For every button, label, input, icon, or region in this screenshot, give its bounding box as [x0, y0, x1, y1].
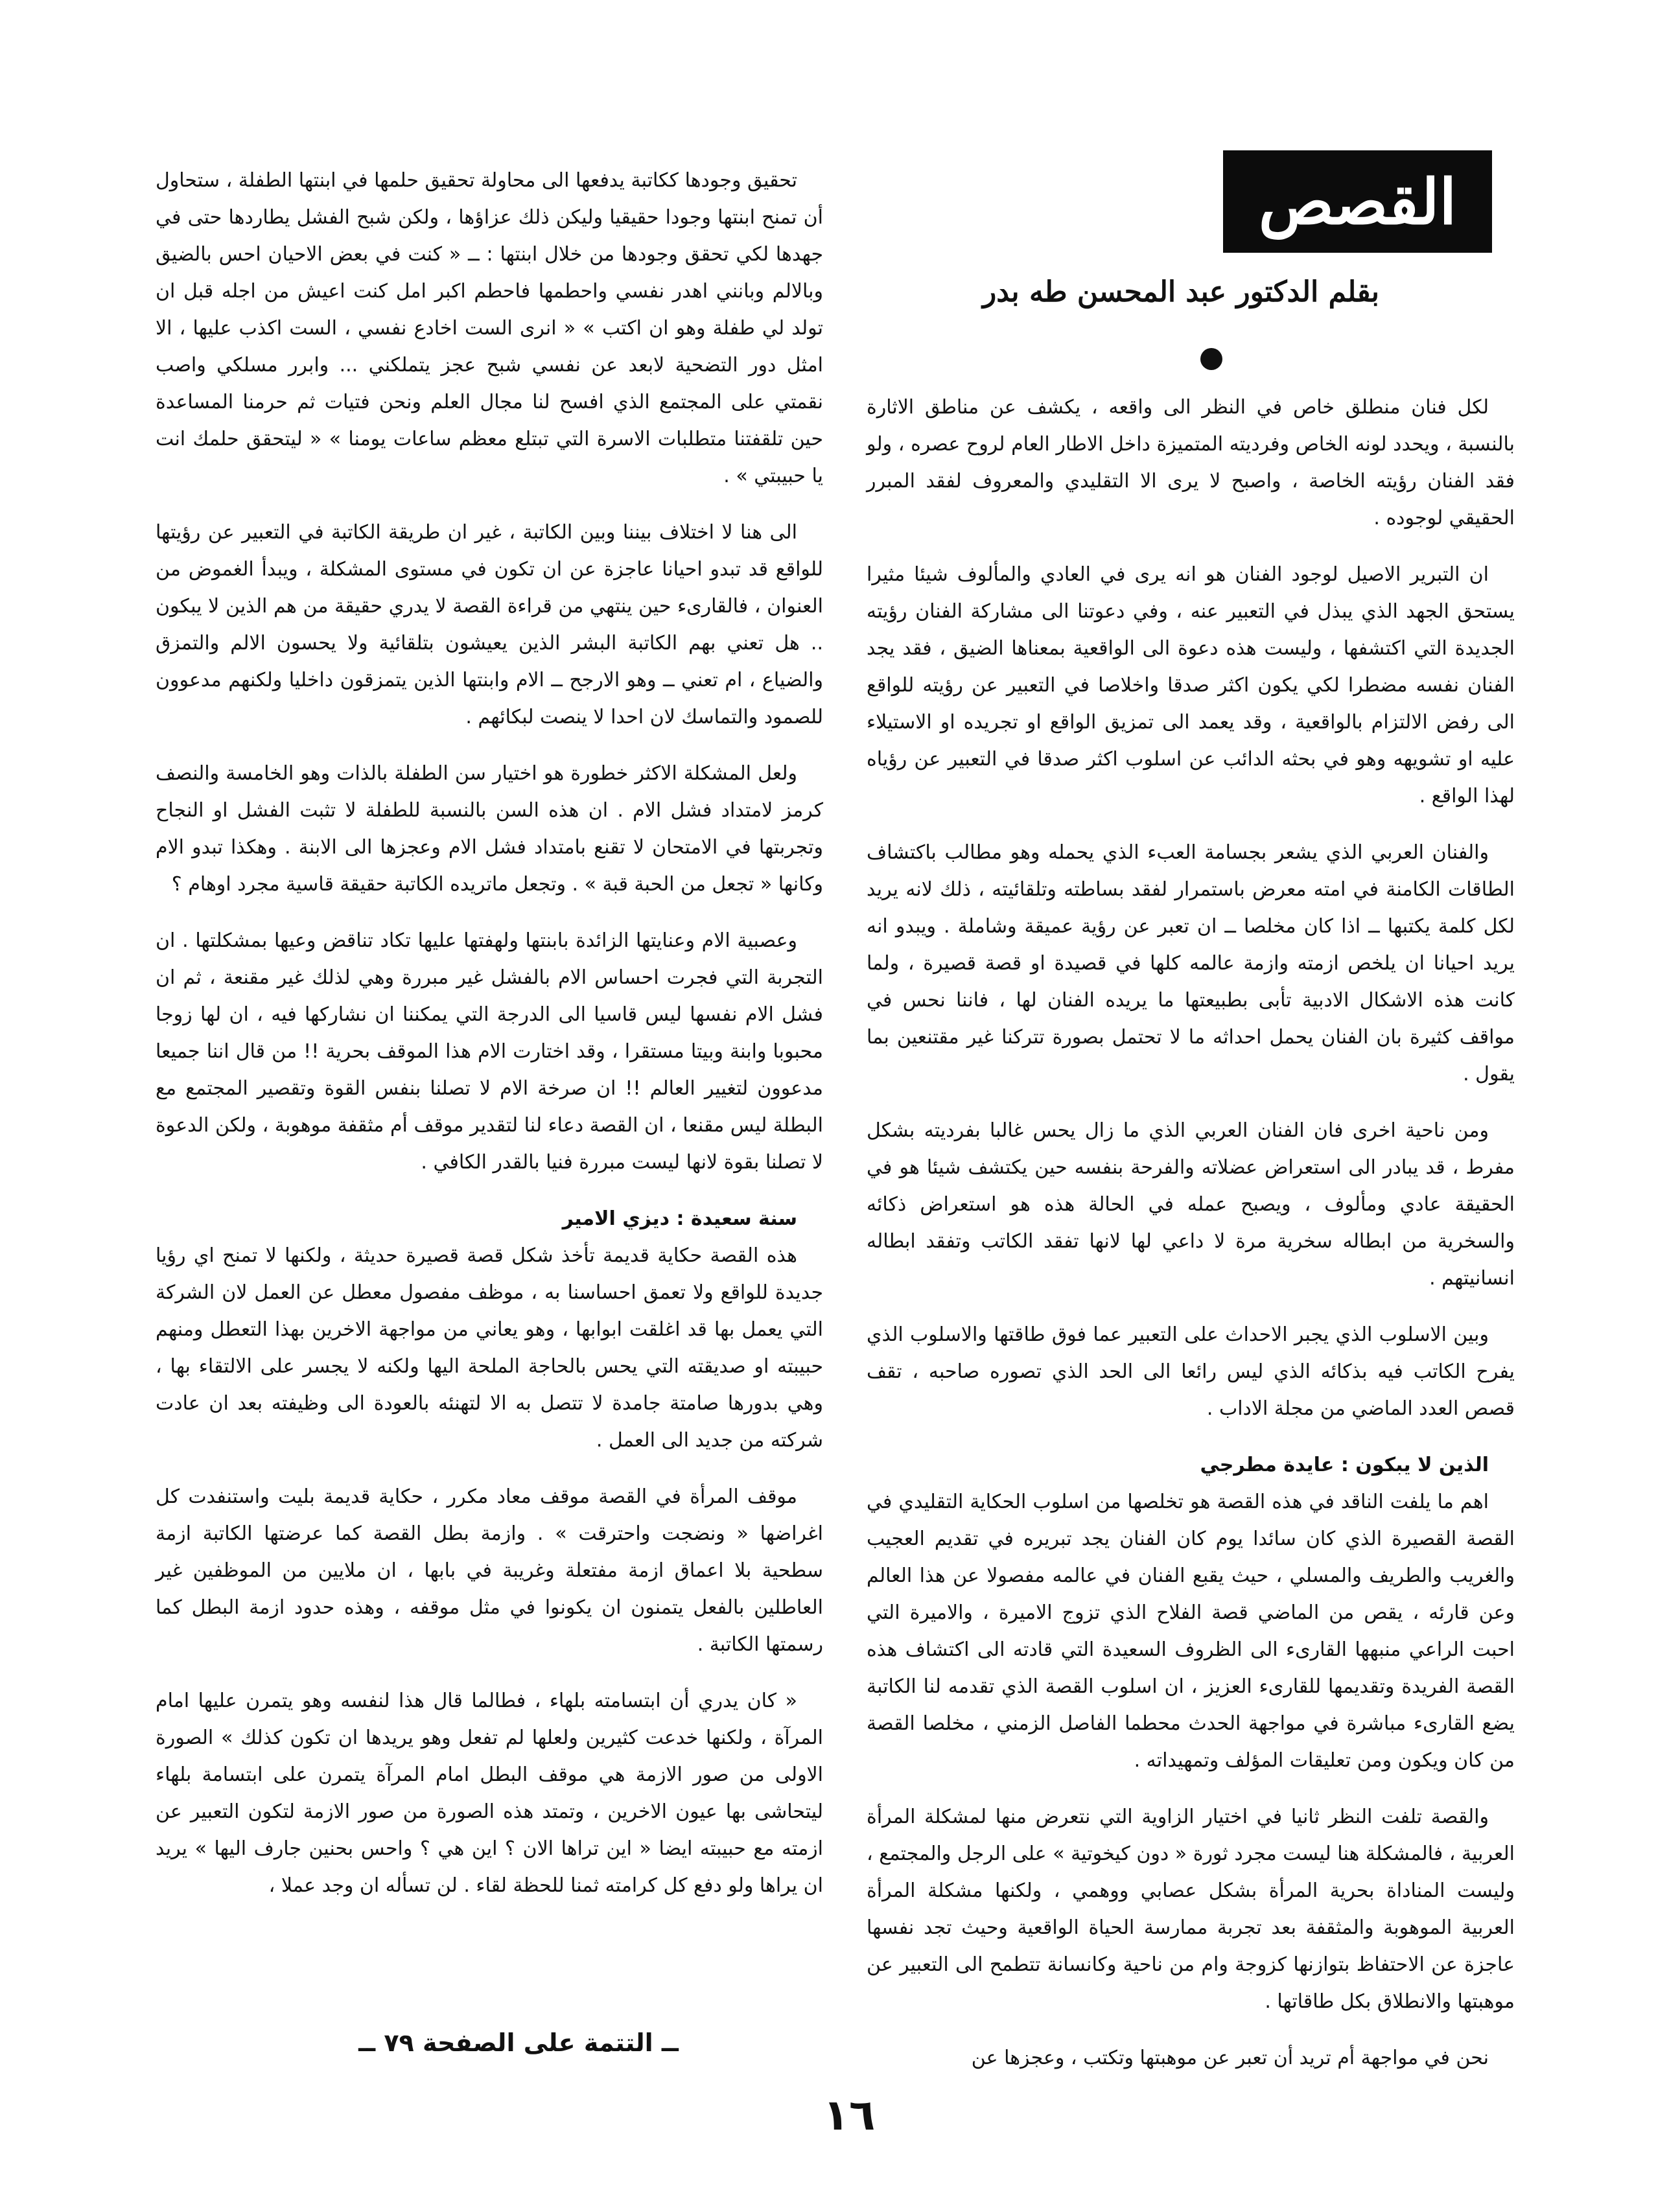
- paragraph: « كان يدري أن ابتسامته بلهاء ، فطالما قال هذا لنفسه وهو يتمرن عليها امام المرآة ، ولكنها خدعت كثيرين ولعلها لم تفعل وهو يريدها ان تكون كذلك » الصورة الاولى من صور الازمة هي موقف البطل امام المرآة يتمرن على ابتسامة بلهاء ليتحاشى بها عيون الاخرين ، وتمتد هذه الصورة من صور الازمة لتكون التعبير عن ازمته مع حبيبته ايضا « اين تراها الان ؟ اين هي ؟ واحس بحنين جارف اليها » يريد ان يراها ولو دفع كل كرامته ثمنا للحظة لقاء . لن تسأله ان وجد عملا ،: [156, 1690, 823, 1897]
- section-title-box: [1223, 150, 1492, 253]
- bullet-dot-icon: [1200, 348, 1222, 370]
- left-column: [156, 162, 823, 1923]
- author-byline: بقلم الدكتور عبد المحسن طه بدر: [983, 275, 1379, 308]
- paragraph: لكل فنان منطلق خاص في النظر الى واقعه ، يكشف عن مناطق الاثارة بالنسبة ، ويحدد لونه الخاص وفرديته المتميزة داخل الاطار العام لروح عصره ، ولو فقد الفنان رؤيته الخاصة ، واصبح لا يرى الا التقليدي والمعروف لفقد المبرر الحقيقي لوجوده .: [867, 396, 1515, 529]
- paragraph: والفنان العربي الذي يشعر بجسامة العبء الذي يحمله وهو مطالب باكتشاف الطاقات الكامنة في امته معرض باستمرار لفقد بساطته وتلقائيته ، ذلك لانه يريد لكل كلمة يكتبها ــ اذا كان مخلصا ــ ان تعبر عن رؤية عميقة وشاملة . ويبدو انه يريد احيانا ان يلخص ازمته وازمة عالمه كلها في قصيدة او قصة قصيرة ، ولما كانت هذه الاشكال الادبية تأبى بطبيعتها ما يريده الفنان لها ، فاننا نحس في مواقف كثيرة بان الفنان يحمل احداثه ما لا تحتمل بصورة تتركنا غير مقتنعين بما يقول .: [867, 841, 1515, 1086]
- right-column: [867, 389, 1515, 2096]
- paragraph: والقصة تلفت النظر ثانيا في اختيار الزاوية التي نتعرض منها لمشكلة المرأة العربية ، فالمشكلة هنا ليست مجرد ثورة « دون كيخوتية » على الرجل والمجتمع ، وليست المناداة بحرية المرأة بشكل عصابي ووهمي ، ولكنها مشكلة المرأة العربية الموهوبة والمثقفة بعد تجربة ممارسة الحياة الواقعية وحيث تجد نفسها عاجزة عن الاحتفاظ بتوازنها كزوجة وام من ناحية وكانسانة تتطمح الى التعبير عن موهبتها والانطلاق بكل طاقاتها .: [867, 1806, 1515, 2013]
- page-number: ١٦: [822, 2090, 876, 2140]
- paragraph: ولعل المشكلة الاكثر خطورة هو اختيار سن الطفلة بالذات وهو الخامسة والنصف كرمز لامتداد فشل الام . ان هذه السن بالنسبة للطفلة لا تثبت الفشل او النجاح وتجربتها في الامتحان لا تقنع بامتداد فشل الام وعجزها الى الابنة . وهكذا تبدو الام وكانها « تجعل من الحبة قبة » . وتجعل ماتريده الكاتبة حقيقة قاسية مجرد اوهام ؟: [156, 762, 823, 896]
- section-title: القصص: [1258, 165, 1457, 238]
- story-heading: الذين لا يبكون : عايدة مطرجي: [1200, 1454, 1489, 1476]
- paragraph: الى هنا لا اختلاف بيننا وبين الكاتبة ، غير ان طريقة الكاتبة في التعبير عن رؤيتها للواقع قد تبدو احيانا عاجزة عن ان تكون في مستوى المشكلة ، ويبدأ الغموض من العنوان ، فالقارىء حين ينتهي من قراءة القصة لا يدري حقيقة من هم الذين لا يبكون .. هل تعني بهم الكاتبة البشر الذين يعيشون بتلقائية ولا يحسون الالم والتمزق والضياع ، ام تعني ــ وهو الارجح ــ الام وابنتها الذين يتمزقون داخليا ولكنهم مدعوون للصمود والتماسك لان احدا لا ينصت لبكائهم .: [156, 521, 823, 728]
- paragraph: هذه القصة حكاية قديمة تأخذ شكل قصة قصيرة حديثة ، ولكنها لا تمنح اي رؤيا جديدة للواقع ولا تعمق احساسنا به ، موظف مفصول معطل عن العمل لان الشركة التي يعمل بها قد اغلقت ابوابها ، وهو يعاني من مواجهة الاخرين بهذا التعطل ومنهم حبيبته او صديقته التي يحس بالحاجة الملحة اليها ولكنه لا يجسر على الالتقاء بها ، وهي بدورها صامتة جامدة لا تتصل به الا لتهنئه بالعودة الى وظيفته بعد ان عادت شركته من جديد الى العمل .: [156, 1244, 823, 1452]
- paragraph: ان التبرير الاصيل لوجود الفنان هو انه يرى في العادي والمألوف شيئا مثيرا يستحق الجهد الذي يبذل في التعبير عنه ، وفي دعوتنا الى مشاركة الفنان رؤيته الجديدة التي اكتشفها ، وليست هذه دعوة الى الواقعية بمعناها الضيق ، فقد يجد الفنان نفسه مضطرا لكي يكون اكثر صدقا واخلاصا في التعبير عن رؤيته للواقع الى رفض الالتزام بالواقعية ، وقد يعمد الى تمزيق الواقع او تجريده او الاستيلاء عليه او تشويهه وهو في بحثه الدائب عن اسلوب اكثر صدقا في التعبير عن رؤياه لهذا الواقع .: [867, 563, 1515, 808]
- continued-note: ــ التتمة على الصفحة ٧٩ ــ: [358, 2028, 679, 2057]
- paragraph: تحقيق وجودها ككاتبة يدفعها الى محاولة تحقيق حلمها في ابنتها الطفلة ، ستحاول أن تمنح ابنتها وجودا حقيقيا وليكن ذلك عزاؤها ، ولكن شبح الفشل يطاردها حتى في جهدها لكي تحقق وجودها من خلال ابنتها : ــ « كنت في بعض الاحيان احس بالضيق وبالالم وبانني اهدر نفسي واحطمها فاحطم اكبر امل كنت اعيش من اجله قبل ان تولد لي طفلة وهو ان اكتب » « انرى الست اخادع نفسي ، الست اكذب عليها ، الا امثل دور التضحية لابعد عن نفسي شبح عجز يتملكني ... وابرر مسلكي واصب نقمتي على المجتمع الذي افسح لنا مجال العلم ونحن فتيات ثم حرمنا المساعدة حين تلقفتنا متطلبات الاسرة التي تبتلع معظم ساعات يومنا » « ليتحقق حلمك انت يا حبيبتي » .: [156, 169, 823, 487]
- paragraph: موقف المرأة في القصة موقف معاد مكرر ، حكاية قديمة بليت واستنفدت كل اغراضها « ونضجت واحترقت » . وازمة بطل القصة كما عرضتها الكاتبة ازمة سطحية بلا اعماق ازمة مفتعلة وغريبة في بابها ، ان ملايين من الموظفين غير العاطلين بالفعل يتمنون ان يكونوا في مثل موقفه ، وهذه حدود ازمة البطل كما رسمتها الكاتبة .: [156, 1485, 823, 1656]
- paragraph: وعصبية الام وعنايتها الزائدة بابنتها ولهفتها عليها تكاد تناقض وعيها بمشكلتها . ان التجربة التي فجرت احساس الام بالفشل غير مبررة وهي لذلك غير مقنعة ، ثم ان فشل الام نفسها ليس قاسيا الى الدرجة التي يمكننا ان نشاركها فيه ، ان لها زوجا محبوبا وابنة وبيتا مستقرا ، وقد اختارت الام هذا الموقف بحرية !! من قال اننا جميعا مدعوون لتغيير العالم !! ان صرخة الام لا تصلنا بنفس القوة وتقصير المجتمع مع البطلة ليس مقنعا ، ان القصة دعاء لنا لتقدير موقف أم مثقفة موهوبة ، ولكن الدعوة لا تصلنا بقوة لانها ليست مبررة فنيا بالقدر الكافي .: [156, 929, 823, 1174]
- paragraph: ومن ناحية اخرى فان الفنان العربي الذي ما زال يحس غالبا بفرديته بشكل مفرط ، قد يبادر الى استعراض عضلاته والفرحة بنفسه حين يكتشف شيئا هو في الحقيقة عادي ومألوف ، ويصبح عمله في الحالة هذه هو استعراض ذكائه والسخرية من ابطاله سخرية مرة لا داعي لها لانها تفقد الكاتب وتفقد ابطاله انسانيتهم .: [867, 1119, 1515, 1290]
- story-heading: سنة سعيدة : ديزي الامير: [562, 1207, 797, 1230]
- paragraph: نحن في مواجهة أم تريد أن تعبر عن موهبتها وتكتب ، وعجزها عن: [971, 2047, 1489, 2069]
- paragraph: اهم ما يلفت الناقد في هذه القصة هو تخلصها من اسلوب الحكاية التقليدي في القصة القصيرة الذي كان سائدا يوم كان الفنان يجد تبريره في تقديم العجيب والغريب والطريف والمسلي ، حيث يقبع الفنان في عالمه مفصولا عن هذا العالم وعن قارئه ، يقص من الماضي قصة الفلاح الذي تزوج الاميرة ، والاميرة التي احبت الراعي منبهها القارىء الى الظروف السعيدة التي قادته الى اكتشاف هذه القصة الفريدة وتقديمها للقارىء العزيز ، ان اسلوب القصة الذي تقدمه لنا الكاتبة يضع القارىء مباشرة في مواجهة الحدث محطما الفاصل الزمني ، مخلصا القصة من كان ويكون ومن تعليقات المؤلف وتمهيداته .: [867, 1491, 1515, 1772]
- paragraph: وبين الاسلوب الذي يجبر الاحداث على التعبير عما فوق طاقتها والاسلوب الذي يفرح الكاتب فيه بذكائه الذي ليس رائعا الى الحد الذي تصوره صاحبه ، تقف قصص العدد الماضي من مجلة الاداب .: [867, 1323, 1515, 1420]
